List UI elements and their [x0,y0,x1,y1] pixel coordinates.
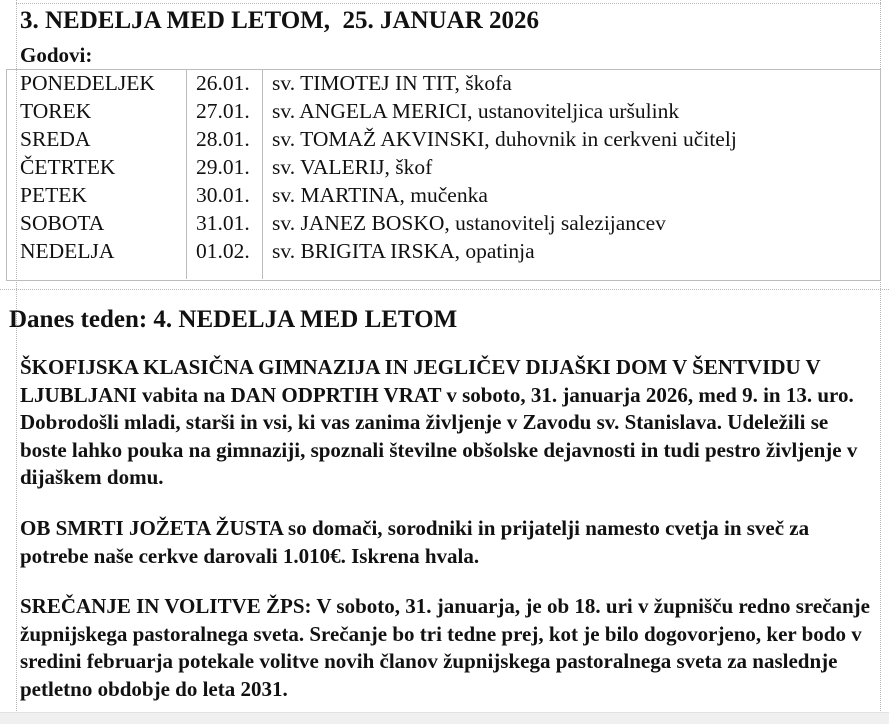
feasts-table [6,69,880,279]
feast-day: SREDA [6,125,187,153]
feast-day: ČETRTEK [6,153,187,181]
notice-donation: OB SMRTI JOŽETA ŽUSTA so domači, sorodniki in prijatelji namesto cvetja in sveč za potrebe naše cerkve darovali 1.010€. Iskrena hvala. [20,516,810,568]
feast-day: PETEK [6,181,187,209]
page-title: 3. NEDELJA MED LETOM, 25. JANUAR 2026 [20,7,540,34]
table-row [6,237,880,265]
page-bottom-edge [0,712,889,724]
feast-saint: sv. BRIGITA IRSKA, opatinja [272,239,535,263]
feast-day: PONEDELJEK [6,69,187,97]
notice-council-meeting: SREČANJE IN VOLITVE ŽPS: V soboto, 31. januarja, je ob 18. uri v župnišču redno srečanje župnijskega pastoralnega sveta. Srečanje bo tri tedne prej, kot je bilo dogovorjeno, ker bodo v sredini februarja potekale volitve novih članov župnijskega pastoralnega sveta za naslednje petletno obdobje do leta 2031. [20,594,870,701]
feast-saint: sv. JANEZ BOSKO, ustanovitelj salezijancev [272,211,666,235]
table-row [6,209,880,237]
table-row [6,153,880,181]
feast-day: TOREK [6,97,187,125]
feast-day: SOBOTA [6,209,187,237]
feast-saint: sv. ANGELA MERICI, ustanoviteljica uršulink [272,99,680,123]
table-row [6,181,880,209]
table-row [6,97,880,125]
table-row [6,69,880,97]
feast-saint: sv. MARTINA, mučenka [272,183,488,207]
feast-date: 26.01. [187,69,263,97]
table-row [6,125,880,153]
page-guide-right [880,0,881,723]
feast-date: 31.01. [187,209,263,237]
feast-date: 29.01. [187,153,263,181]
feast-saint: sv. VALERIJ, škof [272,155,433,179]
table-spacer-row [6,265,880,279]
feast-day: NEDELJA [6,237,187,265]
feast-date: 27.01. [187,97,263,125]
feasts-label: Godovi: [20,43,93,67]
notice-open-day: ŠKOFIJSKA KLASIČNA GIMNAZIJA IN JEGLIČEV DIJAŠKI DOM V ŠENTVIDU V LJUBLJANI vabita na DAN ODPRTIH VRAT v soboto, 31. januarja 2026, med 9. in 13. uro. Dobrodošli mladi, starši in vsi, ki vas zanima življenje v Zavodu sv. Stanislava. Udeležili se boste lahko pouka na gimnaziji, spoznali številne obšolske dejavnosti in tudi pestro življenje v dijaškem domu. [20,355,858,489]
section-guide [0,289,889,290]
feast-date: 01.02. [187,237,263,265]
week-title: Danes teden: 4. NEDELJA MED LETOM [9,306,458,333]
feast-saint: sv. TIMOTEJ IN TIT, škofa [272,71,512,95]
feast-saint: sv. TOMAŽ AKVINSKI, duhovnik in cerkveni učitelj [272,127,737,151]
feast-date: 30.01. [187,181,263,209]
feast-date: 28.01. [187,125,263,153]
